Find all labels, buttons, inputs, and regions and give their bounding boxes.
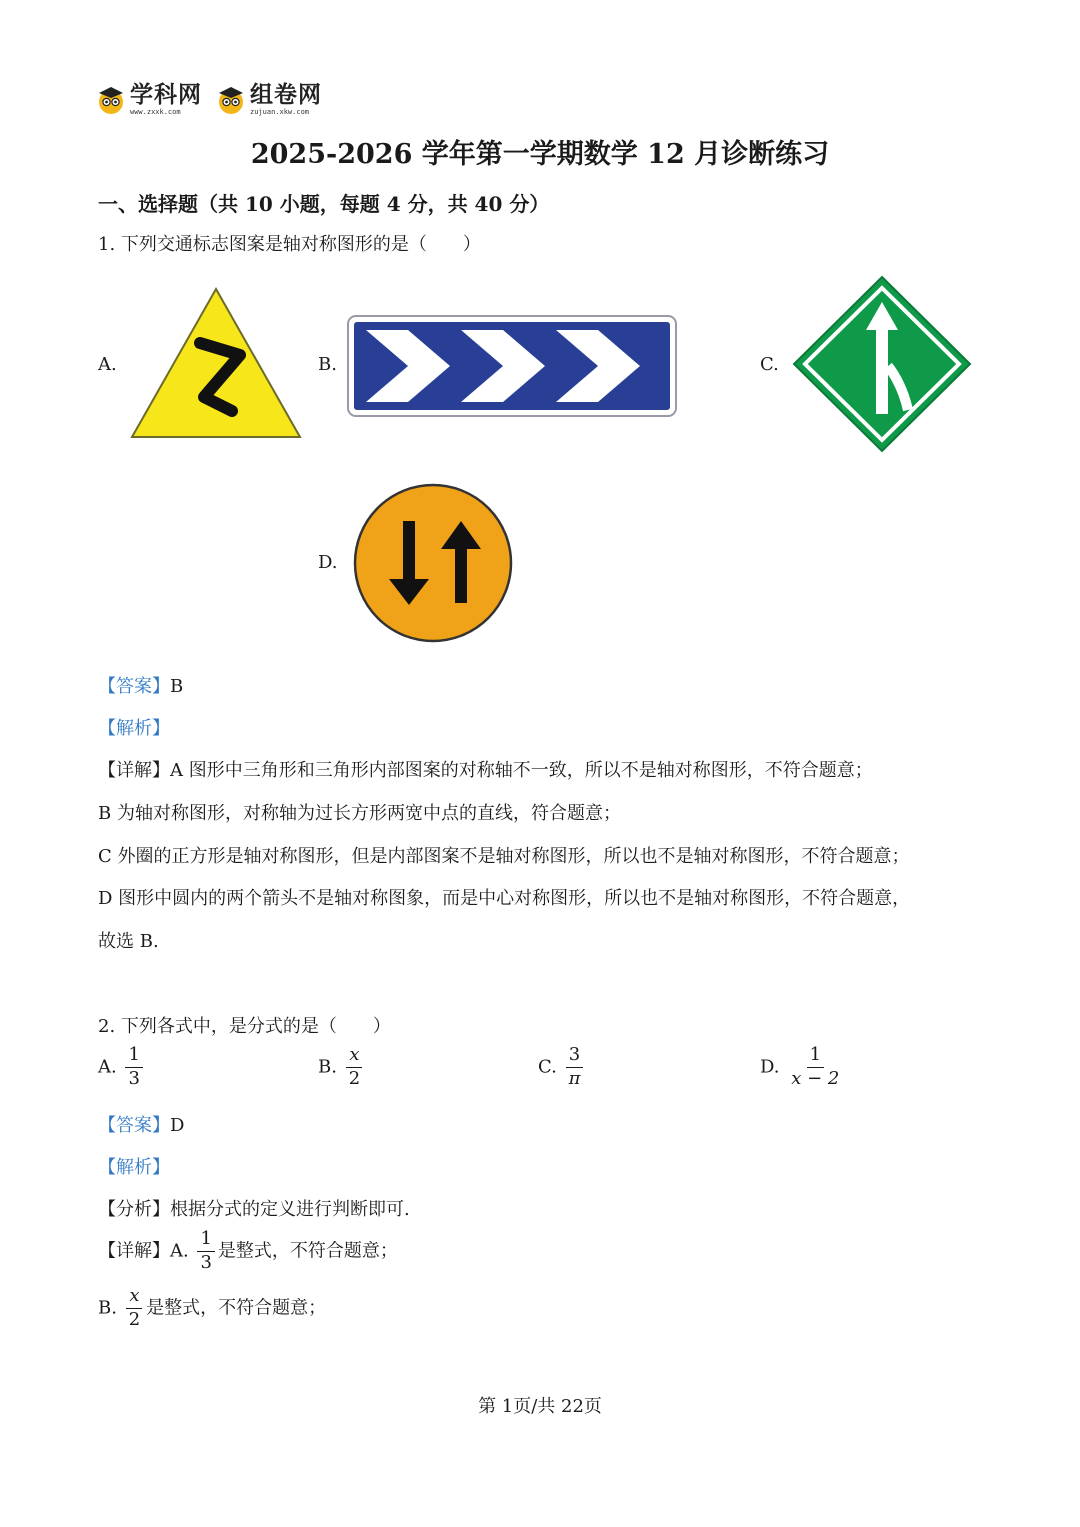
fraction — [197, 1230, 214, 1273]
denominator: 2 — [348, 1067, 361, 1089]
q2-analysis-tag: 【解析】 — [98, 1157, 170, 1178]
numerator: 1 — [807, 1046, 824, 1068]
q1-detail-line: C 外圈的正方形是轴对称图形，但是内部图案不是轴对称图形，所以也不是轴对称图形，不符合题意； — [98, 846, 910, 867]
denominator: π — [568, 1067, 581, 1089]
winding-road-warning-triangle-icon — [128, 285, 304, 441]
q2-detail-b — [98, 1287, 326, 1330]
q2-detail-a — [98, 1230, 398, 1273]
header-logos — [96, 80, 322, 120]
q1-detail-line: D 图形中圆内的两个箭头不是轴对称图象，而是中心对称图形，所以也不是轴对称图形，不符合题意， — [98, 888, 911, 909]
option-label: C. — [538, 1056, 557, 1078]
logo-zujuan — [216, 84, 322, 116]
q1-option-d-label: D. — [318, 552, 338, 573]
q2-option-a — [98, 1046, 146, 1089]
q1-conclusion: 故选 B. — [98, 931, 159, 952]
merge-arrow-diamond-icon — [790, 274, 974, 454]
q1-stem: 1. 下列交通标志图案是轴对称图形的是（ ） — [98, 234, 481, 255]
fenxi-tag: 【分析】 — [98, 1199, 170, 1220]
q2-option-b — [318, 1046, 366, 1089]
fraction — [125, 1046, 142, 1089]
detail-text: 是整式，不符合题意； — [146, 1297, 327, 1319]
fraction — [788, 1046, 842, 1089]
q2-option-c — [538, 1046, 586, 1089]
option-label: B. — [98, 1297, 117, 1319]
detail-tag: 【详解】 — [98, 760, 170, 781]
answer-tag: 【答案】 — [98, 1115, 170, 1136]
q2-fenxi — [98, 1195, 410, 1221]
logo-url: zujuan.xkw.com — [250, 108, 310, 116]
fenxi-text: 根据分式的定义进行判断即可. — [170, 1199, 410, 1220]
q1-analysis-tag: 【解析】 — [98, 718, 170, 739]
answer-value: B — [170, 676, 184, 697]
q1-detail-line — [98, 756, 873, 782]
denominator: 3 — [200, 1251, 212, 1273]
q1-answer — [98, 672, 183, 698]
q1-detail-line: B 为轴对称图形，对称轴为过长方形两宽中点的直线，符合题意； — [98, 803, 621, 824]
fraction — [566, 1046, 584, 1089]
q2-stem: 2. 下列各式中，是分式的是（ ） — [98, 1016, 391, 1037]
section-heading: 一、选择题（共 10 小题，每题 4 分，共 40 分） — [98, 192, 550, 216]
q1-option-c-label: C. — [760, 354, 779, 375]
numerator: 1 — [197, 1230, 214, 1252]
logo-zxxk — [96, 84, 202, 116]
q1-option-b-label: B. — [318, 354, 337, 375]
logo-url: www.zxxk.com — [130, 108, 181, 116]
denominator: x − 2 — [791, 1067, 840, 1089]
denominator: 3 — [128, 1067, 140, 1089]
detail-text: A 图形中三角形和三角形内部图案的对称轴不一致，所以不是轴对称图形，不符合题意； — [170, 760, 873, 781]
logo-name: 组卷网 — [250, 82, 322, 108]
numerator: x — [346, 1046, 362, 1068]
option-label: D. — [760, 1056, 780, 1078]
denominator: 2 — [128, 1308, 141, 1330]
page-title: 2025-2026 学年第一学期数学 12 月诊断练习 — [250, 139, 830, 170]
detail-text: 是整式，不符合题意； — [217, 1240, 398, 1262]
fraction — [346, 1046, 363, 1089]
two-way-arrows-circle-icon — [351, 481, 515, 645]
numerator: 1 — [125, 1046, 142, 1068]
mascot-icon — [216, 85, 246, 115]
chevron-arrows-rectangle-icon — [346, 314, 678, 418]
logo-name: 学科网 — [130, 82, 202, 108]
option-label: A. — [170, 1240, 189, 1262]
numerator: 3 — [566, 1046, 583, 1068]
detail-tag: 【详解】 — [98, 1240, 170, 1262]
q2-option-d — [760, 1046, 845, 1089]
q1-option-a-label: A. — [98, 354, 117, 375]
option-label: B. — [318, 1056, 337, 1078]
option-label: A. — [98, 1056, 117, 1078]
numerator: x — [126, 1287, 142, 1309]
mascot-icon — [96, 85, 126, 115]
q2-answer — [98, 1111, 184, 1137]
page-footer: 第 1页/共 22页 — [478, 1396, 602, 1417]
fraction — [126, 1287, 143, 1330]
answer-tag: 【答案】 — [98, 676, 170, 697]
answer-value: D — [170, 1115, 185, 1136]
